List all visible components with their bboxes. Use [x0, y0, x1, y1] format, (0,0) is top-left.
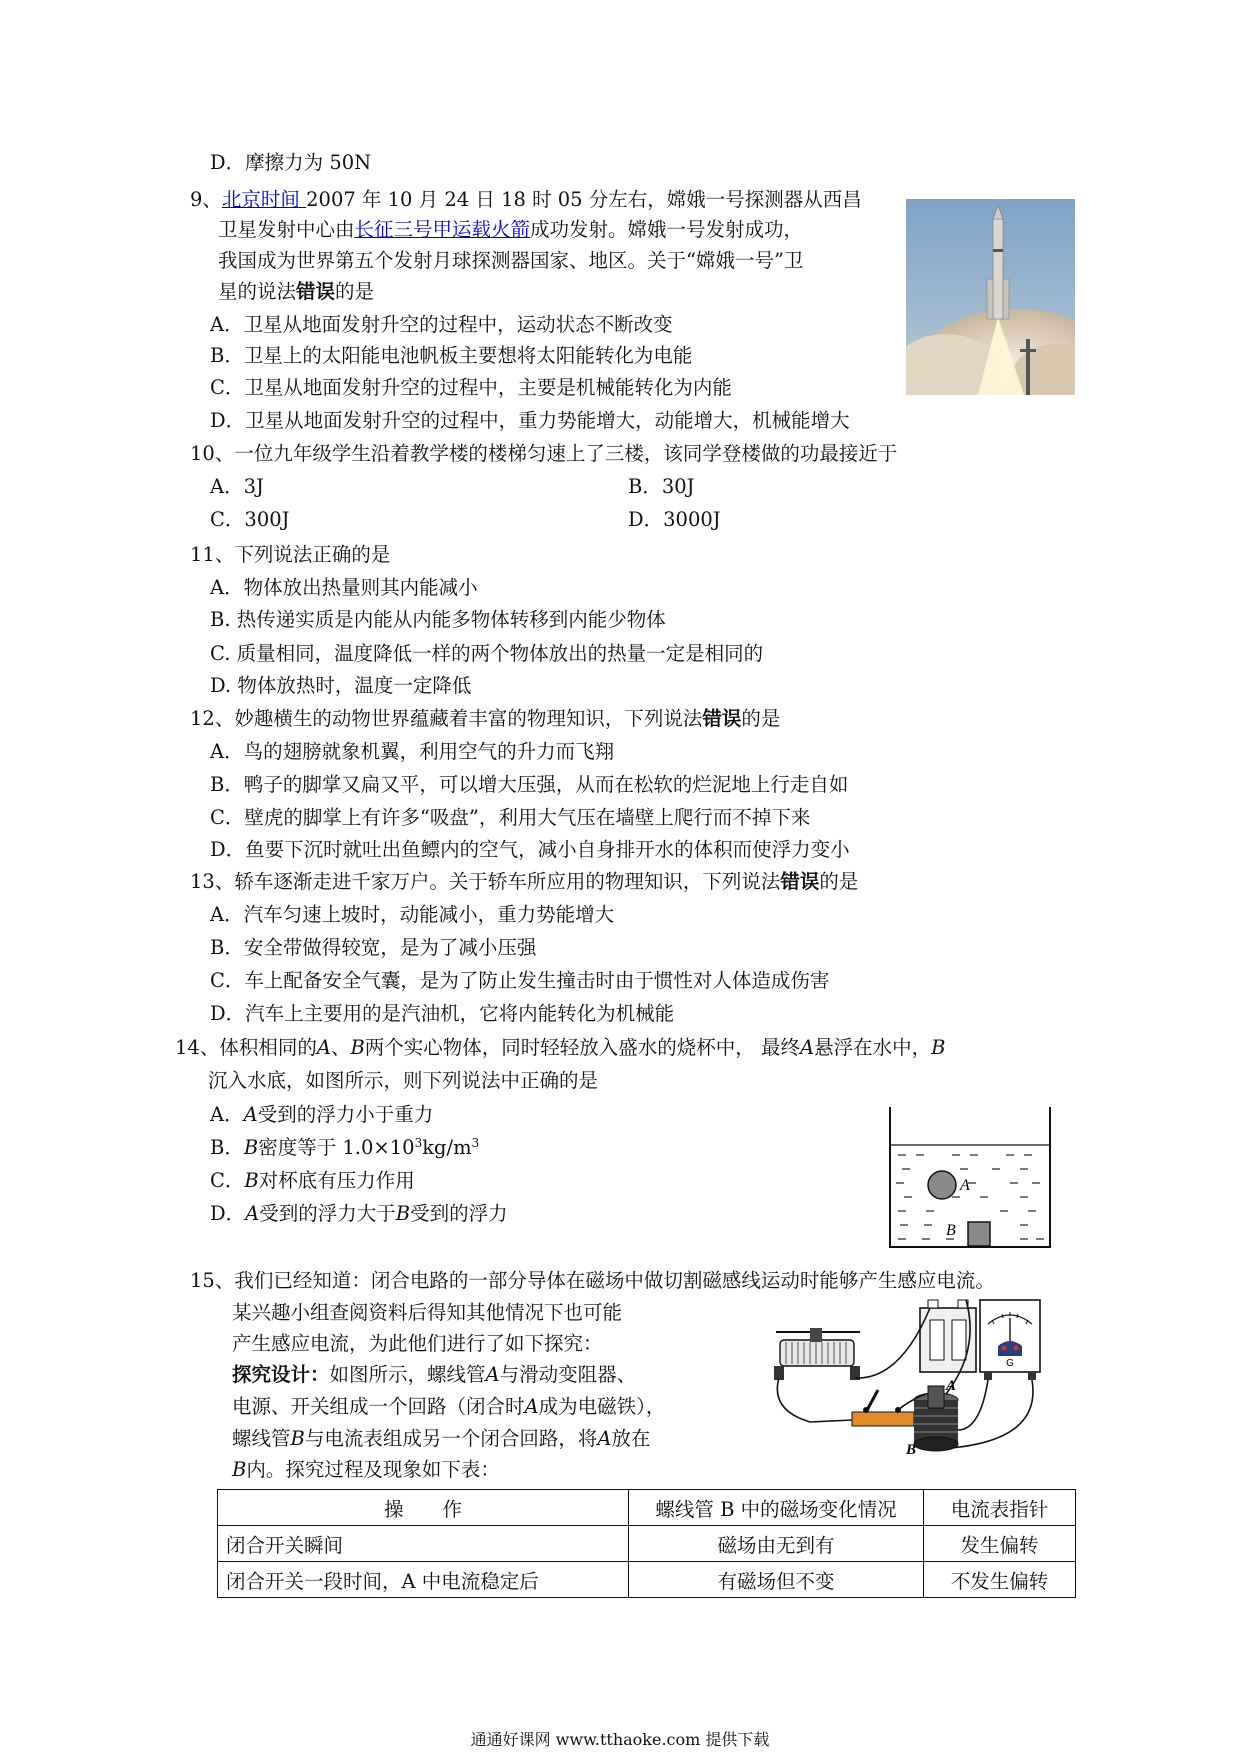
- q11-option-c: C. 质量相同，温度降低一样的两个物体放出的热量一定是相同的: [210, 642, 764, 665]
- results-table: [217, 1489, 1076, 1598]
- label-g: G: [1006, 1358, 1014, 1369]
- q15-line-6: [232, 1426, 650, 1452]
- q11-option-d: D. 物体放热时，温度一定降低: [210, 674, 472, 697]
- q11-stem: 11、下列说法正确的是: [190, 543, 391, 566]
- beaker-figure: [880, 1105, 1060, 1255]
- q14-var-b: B: [243, 1136, 259, 1159]
- q12-stem-head: 12、妙趣横生的动物世界蕴藏着丰富的物理知识，下列说法: [190, 707, 703, 730]
- table-cell: 磁场由无到有: [629, 1526, 924, 1562]
- q12-option-c: C．壁虎的脚掌上有许多“吸盘”，利用大气压在墙壁上爬行而不掉下来: [210, 806, 811, 829]
- sphere-a: [928, 1171, 956, 1199]
- table-cell: 闭合开关一段时间，A 中电流稳定后: [218, 1562, 629, 1598]
- q15-text: 放在: [611, 1427, 651, 1450]
- block-b: [968, 1222, 990, 1246]
- var-a: A: [597, 1427, 612, 1450]
- table-row: [218, 1562, 1076, 1598]
- q15-line-4: [232, 1362, 636, 1388]
- table-cell: 有磁场但不变: [629, 1562, 924, 1598]
- q14-number: 14、: [175, 1036, 220, 1059]
- q14-option-a: [210, 1102, 433, 1128]
- exponent: 3: [471, 1136, 480, 1150]
- q15-text: 与电流表组成另一个闭合回路，将: [304, 1427, 598, 1450]
- table-header-cell: 螺线管 B 中的磁场变化情况: [629, 1490, 924, 1526]
- q10-option-a: A．3J: [210, 475, 264, 498]
- q9-line-1: [190, 187, 862, 213]
- q12-stem: [190, 706, 780, 732]
- table-header-cell: 操 作: [218, 1490, 629, 1526]
- q12-option-d: D．鱼要下沉时就吐出鱼鳔内的空气，减小自身排开水的体积而使浮力变小: [210, 838, 850, 861]
- q9-emphasis: 错误: [296, 280, 336, 303]
- table-header-row: [218, 1490, 1076, 1526]
- q15-line-2: 某兴趣小组查阅资料后得知其他情况下也可能: [232, 1301, 623, 1324]
- q11-option-b: B. 热传递实质是内能从内能多物体转移到内能少物体: [210, 608, 666, 631]
- q10-stem: 10、一位九年级学生沿着教学楼的楼梯匀速上了三楼，该同学登楼做的功最接近于: [190, 442, 898, 465]
- q9-number: 9、: [190, 188, 222, 211]
- q9-line-2: [218, 217, 803, 243]
- option-label: A．: [210, 1103, 244, 1126]
- q15-text: 电源、开关组成一个回路（闭合时: [232, 1395, 525, 1418]
- rheostat: [774, 1328, 860, 1380]
- label-b: B: [946, 1222, 956, 1239]
- q14-var-a: A: [316, 1036, 331, 1059]
- q15-line-7: [232, 1457, 500, 1483]
- q15-line-1: 15、我们已经知道：闭合电路的一部分导体在磁场中做切割磁感线运动时能够产生感应电流。: [190, 1269, 995, 1292]
- q13-stem-tail: 的是: [819, 870, 859, 893]
- q13-option-a: A．汽车匀速上坡时，动能减小，重力势能增大: [210, 903, 615, 926]
- q9-option-c: C．卫星从地面发射升空的过程中，主要是机械能转化为内能: [210, 376, 732, 399]
- q15-text: 如图所示，螺线管: [329, 1363, 486, 1386]
- q9-line-4-tail: 的是: [335, 280, 375, 303]
- q10-option-c: C．300J: [210, 508, 290, 531]
- unit: kg/m: [422, 1136, 472, 1159]
- q14-var-b: B: [395, 1202, 411, 1225]
- q13-stem-head: 13、轿车逐渐走进千家万户。关于轿车所应用的物理知识，下列说法: [190, 870, 781, 893]
- q14-text-b: 两个实心物体，同时轻轻放入盛水的烧杯中， 最终: [364, 1036, 800, 1059]
- table-cell: 闭合开关瞬间: [218, 1526, 629, 1562]
- q15-line-5: [232, 1394, 665, 1420]
- q9-option-d: D．卫星从地面发射升空的过程中，重力势能增大，动能增大，机械能增大: [210, 409, 850, 432]
- q9-line-4-head: 星的说法: [218, 280, 297, 303]
- table-cell: 发生偏转: [924, 1526, 1076, 1562]
- exponent: 3: [414, 1136, 423, 1150]
- switch: [852, 1390, 914, 1426]
- circuit-figure: [770, 1290, 1050, 1460]
- design-label: 探究设计：: [232, 1363, 330, 1386]
- q14-line-1: [175, 1035, 945, 1061]
- q15-text: 成为电磁铁），: [538, 1395, 666, 1418]
- q9-option-b: B．卫星上的太阳能电池帆板主要想将太阳能转化为电能: [210, 344, 693, 367]
- table-cell: 不发生偏转: [924, 1562, 1076, 1598]
- option-label: C．: [210, 1169, 245, 1192]
- var-a: A: [524, 1395, 539, 1418]
- q14-option-c: [210, 1168, 415, 1194]
- q9-line-2-head: 卫星发射中心由: [218, 218, 355, 241]
- q14-separator: 、: [330, 1036, 351, 1059]
- q12-stem-tail: 的是: [741, 707, 781, 730]
- q14-var-b: B: [931, 1036, 946, 1059]
- q12-emphasis: 错误: [702, 707, 742, 730]
- q8-option-d: D．摩擦力为 50N: [210, 151, 372, 174]
- var-a: A: [485, 1363, 500, 1386]
- q10-option-d: D．3000J: [628, 508, 721, 531]
- q15-text: 内。探究过程及现象如下表：: [246, 1458, 500, 1481]
- q14-line-2: 沉入水底，如图所示，则下列说法中正确的是: [208, 1069, 599, 1092]
- q9-line-3: 我国成为世界第五个发射月球探测器国家、地区。关于“嫦娥一号”卫: [218, 249, 804, 272]
- beijing-time-link[interactable]: 北京时间: [221, 188, 307, 211]
- q15-text: 螺线管: [232, 1427, 291, 1450]
- galvanometer: [980, 1300, 1040, 1380]
- q14-text-c: 悬浮在水中，: [814, 1036, 932, 1059]
- option-label: D．: [210, 1202, 246, 1225]
- q13-emphasis: 错误: [780, 870, 820, 893]
- rocket-link[interactable]: 长征三号甲运载火箭: [354, 218, 531, 241]
- q13-stem: [190, 869, 858, 895]
- q14-option-d: [210, 1201, 508, 1227]
- q13-option-d: D．汽车上主要用的是汽油机，它将内能转化为机械能: [210, 1002, 675, 1025]
- q12-option-a: A．鸟的翅膀就象机翼，利用空气的升力而飞翔: [210, 740, 615, 763]
- q14-var-b: B: [350, 1036, 365, 1059]
- option-text: 密度等于 1.0×10: [258, 1136, 415, 1159]
- option-text: 受到的浮力小于重力: [257, 1103, 434, 1126]
- q9-option-a: A．卫星从地面发射升空的过程中，运动状态不断改变: [210, 313, 673, 336]
- var-b: B: [290, 1427, 305, 1450]
- rocket-launch-photo: [906, 199, 1075, 395]
- q15-text: 与滑动变阻器、: [499, 1363, 637, 1386]
- q9-line-4: [218, 279, 374, 305]
- page-footer: 通通好课网 www.tthaoke.com 提供下载: [470, 1730, 770, 1749]
- label-a: A: [960, 1177, 970, 1194]
- q14-option-b: [210, 1135, 479, 1161]
- table-header-cell: 电流表指针: [924, 1490, 1076, 1526]
- q12-option-b: B．鸭子的脚掌又扁又平，可以增大压强，从而在松软的烂泥地上行走自如: [210, 773, 849, 796]
- option-text: 对杯底有压力作用: [258, 1169, 415, 1192]
- option-text: 受到的浮力: [410, 1202, 508, 1225]
- q14-var-b: B: [244, 1169, 259, 1192]
- solenoid-a: [928, 1386, 944, 1408]
- q11-option-a: A．物体放出热量则其内能减小: [210, 576, 478, 599]
- label-b: B: [906, 1442, 917, 1458]
- q14-text-a: 体积相同的: [219, 1036, 317, 1059]
- q13-option-c: C．车上配备安全气囊，是为了防止发生撞击时由于惯性对人体造成伤害: [210, 969, 830, 992]
- var-b: B: [232, 1458, 247, 1481]
- q14-var-a: A: [243, 1103, 258, 1126]
- option-text: 受到的浮力大于: [259, 1202, 396, 1225]
- table-row: [218, 1526, 1076, 1562]
- q9-line-2-tail: 成功发射。嫦娥一号发射成功，: [530, 218, 804, 241]
- option-label: B．: [210, 1136, 244, 1159]
- q13-option-b: B．安全带做得较宽，是为了减小压强: [210, 936, 537, 959]
- q14-var-a: A: [245, 1202, 260, 1225]
- label-a: A: [946, 1378, 957, 1394]
- q14-var-a: A: [800, 1036, 815, 1059]
- q9-line-1-text: 2007 年 10 月 24 日 18 时 05 分左右，嫦娥一号探测器从西昌: [306, 188, 862, 211]
- q10-option-b: B．30J: [628, 475, 695, 498]
- q15-line-3: 产生感应电流，为此他们进行了如下探究：: [232, 1332, 603, 1355]
